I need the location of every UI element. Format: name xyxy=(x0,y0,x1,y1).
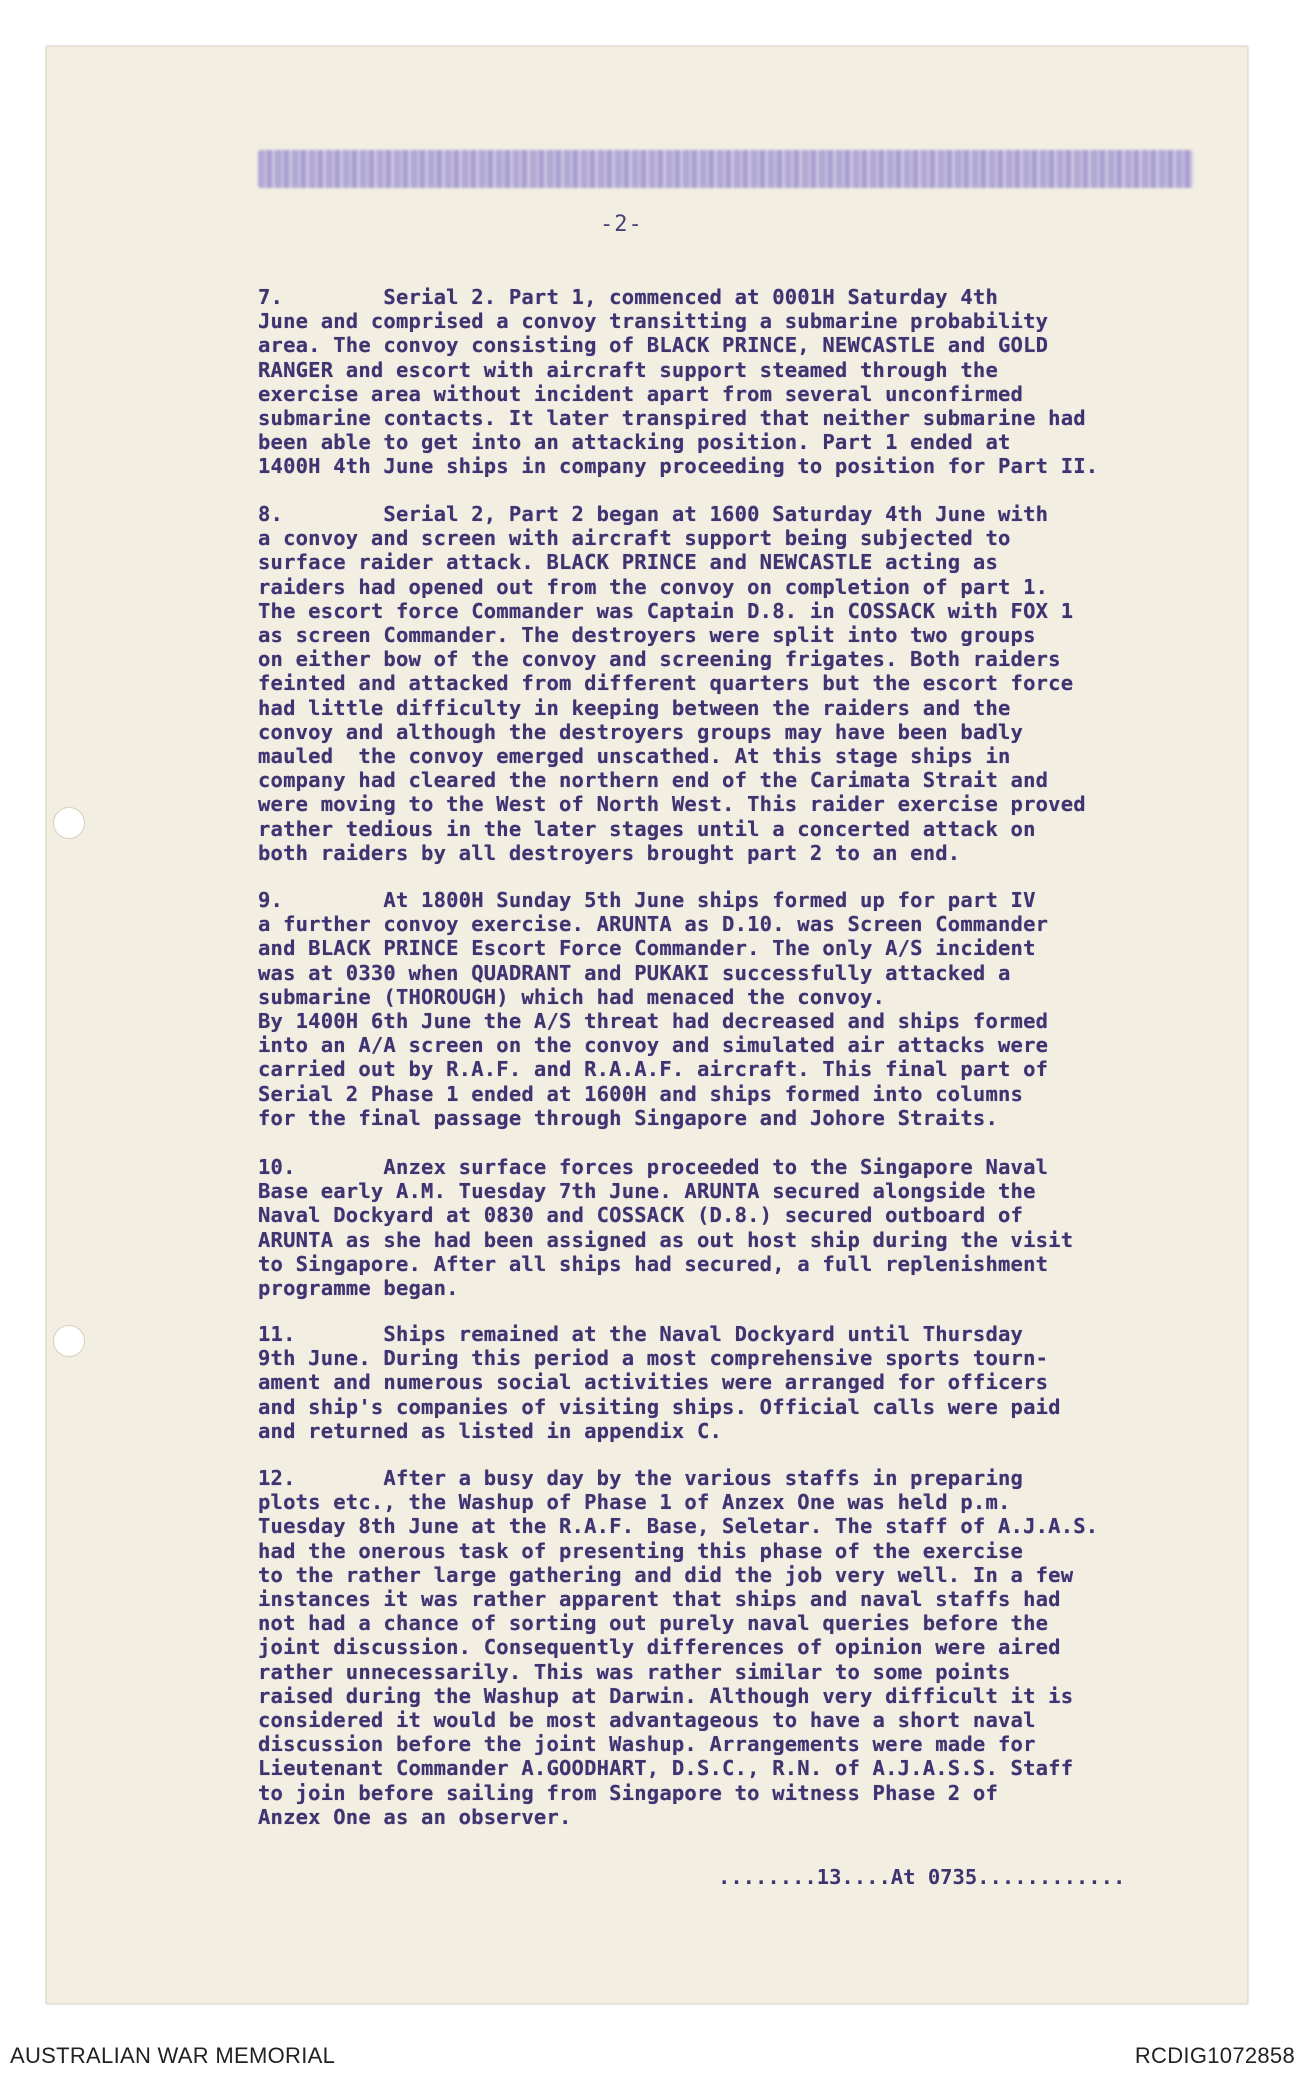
paragraph-11: 11. Ships remained at the Naval Dockyard until Thursday 9th June. During this period a most comprehensive sports tourn- ament and numerous social activities were arranged for officers and ship's companies of visiting ships. Official calls were paid and returned as listed in appendix C. xyxy=(258,1322,1061,1443)
page-number: -2- xyxy=(600,212,643,237)
paragraph-10: 10. Anzex surface forces proceeded to the Singapore Naval Base early A.M. Tuesday 7th June. ARUNTA secured alongside the Naval Dockyard at 0830 and COSSACK (D.8.) secured outboard of ARUNTA as she had been assigned as out host ship during the visit to Singapore. After all ships had secured, a full replenishment programme began. xyxy=(258,1155,1074,1301)
paragraph-7: 7. Serial 2. Part 1, commenced at 0001H Saturday 4th June and comprised a convoy transitting a submarine probability area. The convoy consisting of BLACK PRINCE, NEWCASTLE and GOLD RANGER and escort with aircraft support steamed through the exercise area without incident apart from several unconfirmed submarine contacts. It later transpired that neither submarine had been able to get into an attacking position. Part 1 ended at 1400H 4th June ships in company proceeding to position for Part II. xyxy=(258,285,1099,479)
footer-institution: AUSTRALIAN WAR MEMORIAL xyxy=(10,2043,336,2068)
paragraph-8: 8. Serial 2, Part 2 began at 1600 Saturday 4th June with a convoy and screen with aircraft support being subjected to surface raider attack. BLACK PRINCE and NEWCASTLE acting as raiders had opened out from the convoy on completion of part 1. The escort force Commander was Captain D.8. in COSSACK with FOX 1 as screen Commander. The destroyers were split into two groups on either bow of the convoy and screening frigates. Both raiders feinted and attacked from different quarters but the escort force had little difficulty in keeping between the raiders and the convoy and although the destroyers groups may have been badly mauled the convoy emerged unscathed. At this stage ships in company had cleared the northern end of the Carimata Strait and were moving to the West of North West. This raider exercise proved rather tedious in the later stages until a concerted attack on both raiders by all destroyers brought part 2 to an end. xyxy=(258,502,1086,865)
obscured-header-stamp xyxy=(258,150,1193,188)
paragraph-12: 12. After a busy day by the various staffs in preparing plots etc., the Washup of Phase 1 of Anzex One was held p.m. Tuesday 8th June at the R.A.F. Base, Seletar. The staff of A.J.A.S. had the onerous task of presenting this phase of the exercise to the rather large gathering and did the job very well. In a few instances it was rather apparent that ships and naval staffs had not had a chance of sorting out purely naval queries before the joint discussion. Consequently differences of opinion were aired rather unnecessarily. This was rather similar to some points raised during the Washup at Darwin. Although very difficult it is considered it would be most advantageous to have a short naval discussion before the joint Washup. Arrangements were made for Lieutenant Commander A.GOODHART, D.S.C., R.N. of A.J.A.S.S. Staff to join before sailing from Singapore to witness Phase 2 of Anzex One as an observer. xyxy=(258,1466,1099,1829)
punch-hole-lower xyxy=(53,1325,85,1357)
punch-hole-upper xyxy=(53,807,85,839)
footer-record-id: RCDIG1072858 xyxy=(1134,2043,1295,2068)
catchword: ........13....At 0735............ xyxy=(718,1865,1126,1889)
paragraph-9: 9. At 1800H Sunday 5th June ships formed up for part IV a further convoy exercise. ARUNTA as D.10. was Screen Commander and BLACK PRINCE Escort Force Commander. The only A/S incident was at 0330 when QUADRANT and PUKAKI successfully attacked a submarine (THOROUGH) which had menaced the convoy. By 1400H 6th June the A/S threat had decreased and ships formed into an A/A screen on the convoy and simulated air attacks were carried out by R.A.F. and R.A.A.F. aircraft. This final part of Serial 2 Phase 1 ended at 1600H and ships formed into columns for the final passage through Singapore and Johore Straits. xyxy=(258,888,1049,1130)
